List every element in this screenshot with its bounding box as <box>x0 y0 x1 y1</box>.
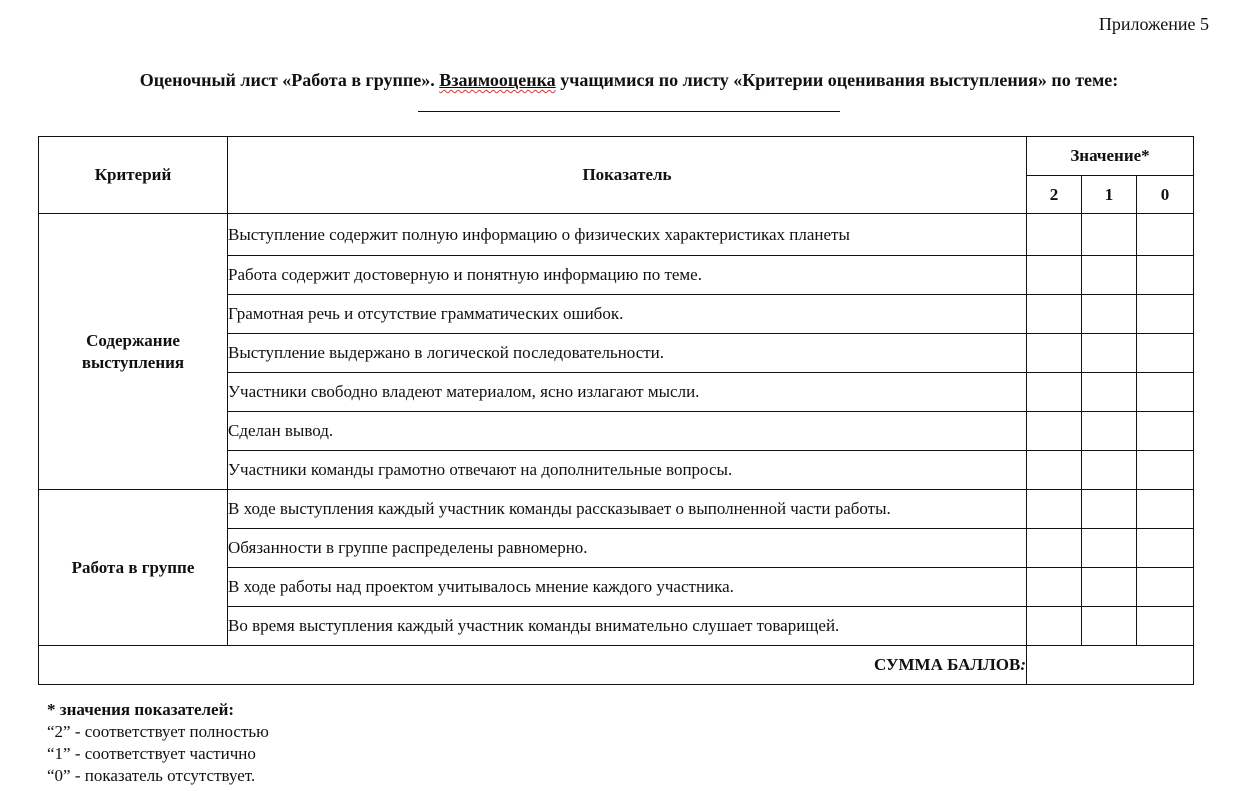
score-cell-1[interactable] <box>1082 607 1137 646</box>
footnote-line: “2” - соответствует полностью <box>47 722 269 741</box>
table-row <box>39 214 1194 256</box>
sum-value-cell[interactable] <box>1027 646 1194 685</box>
header-row-1 <box>39 137 1194 176</box>
header-score-1: 1 <box>1082 176 1137 214</box>
footnote <box>47 699 269 787</box>
score-cell-1[interactable] <box>1082 295 1137 334</box>
indicator-cell: В ходе работы над проектом учитывалось мнение каждого участника. <box>228 568 1027 607</box>
score-cell-2[interactable] <box>1027 373 1082 412</box>
header-score-2: 2 <box>1027 176 1082 214</box>
score-cell-2[interactable] <box>1027 295 1082 334</box>
score-cell-1[interactable] <box>1082 568 1137 607</box>
score-cell-0[interactable] <box>1137 529 1194 568</box>
score-cell-0[interactable] <box>1137 334 1194 373</box>
header-indicator: Показатель <box>228 137 1027 214</box>
indicator-cell: Во время выступления каждый участник команды внимательно слушает товарищей. <box>228 607 1027 646</box>
score-cell-0[interactable] <box>1137 295 1194 334</box>
score-cell-2[interactable] <box>1027 451 1082 490</box>
score-cell-2[interactable] <box>1027 256 1082 295</box>
score-cell-1[interactable] <box>1082 451 1137 490</box>
score-cell-1[interactable] <box>1082 334 1137 373</box>
spellcheck-word: Взаимооценка <box>439 70 556 90</box>
criterion-content <box>39 214 228 490</box>
score-cell-1[interactable] <box>1082 490 1137 529</box>
indicator-cell: Выступление выдержано в логической последовательности. <box>228 334 1027 373</box>
score-cell-0[interactable] <box>1137 214 1194 256</box>
criterion-label: Работа в группе <box>71 557 195 577</box>
sum-label: СУММА БАЛЛОВ <box>873 655 1021 674</box>
score-cell-2[interactable] <box>1027 334 1082 373</box>
score-cell-0[interactable] <box>1137 256 1194 295</box>
score-cell-0[interactable] <box>1137 451 1194 490</box>
indicator-cell: Обязанности в группе распределены равномерно. <box>228 529 1027 568</box>
header-criterion: Критерий <box>39 137 228 214</box>
sum-colon: : <box>1020 655 1026 674</box>
score-cell-0[interactable] <box>1137 568 1194 607</box>
sum-row <box>39 646 1194 685</box>
document-title <box>0 70 1234 91</box>
score-cell-0[interactable] <box>1137 412 1194 451</box>
indicator-cell: Работа содержит достоверную и понятную информацию по теме. <box>228 256 1027 295</box>
indicator-cell: Грамотная речь и отсутствие грамматических ошибок. <box>228 295 1027 334</box>
score-cell-1[interactable] <box>1082 373 1137 412</box>
score-cell-0[interactable] <box>1137 607 1194 646</box>
table-row <box>39 490 1194 529</box>
score-cell-1[interactable] <box>1082 256 1137 295</box>
title-part-2 <box>439 70 555 90</box>
footnote-title: * значения показателей: <box>47 700 235 719</box>
score-cell-2[interactable] <box>1027 607 1082 646</box>
indicator-cell: В ходе выступления каждый участник команды рассказывает о выполненной части работы. <box>228 490 1027 529</box>
score-cell-0[interactable] <box>1137 373 1194 412</box>
title-part-1: Оценочный лист «Работа в группе». <box>139 70 440 90</box>
indicator-cell: Участники свободно владеют материалом, ясно излагают мысли. <box>228 373 1027 412</box>
criterion-label: выступления <box>81 352 185 372</box>
score-cell-1[interactable] <box>1082 214 1137 256</box>
score-cell-1[interactable] <box>1082 529 1137 568</box>
footnote-line: “1” - соответствует частично <box>47 744 256 763</box>
score-cell-2[interactable] <box>1027 214 1082 256</box>
evaluation-table <box>38 136 1194 685</box>
appendix-label: Приложение 5 <box>1098 14 1209 34</box>
criterion-group-work <box>39 490 228 646</box>
title-part-3: учащимися по листу «Критерии оценивания выступления» по теме: <box>555 70 1119 90</box>
score-cell-0[interactable] <box>1137 490 1194 529</box>
criterion-label: Содержание <box>86 330 180 350</box>
score-cell-1[interactable] <box>1082 412 1137 451</box>
score-cell-2[interactable] <box>1027 490 1082 529</box>
sum-label-cell <box>39 646 1027 685</box>
topic-blank-line <box>418 111 840 112</box>
indicator-cell: Выступление содержит полную информацию о физических характеристиках планеты <box>228 214 1027 256</box>
indicator-cell: Сделан вывод. <box>228 412 1027 451</box>
score-cell-2[interactable] <box>1027 529 1082 568</box>
footnote-line: “0” - показатель отсутствует. <box>47 766 256 785</box>
score-cell-2[interactable] <box>1027 568 1082 607</box>
header-score-0: 0 <box>1137 176 1194 214</box>
indicator-cell: Участники команды грамотно отвечают на дополнительные вопросы. <box>228 451 1027 490</box>
score-cell-2[interactable] <box>1027 412 1082 451</box>
header-value: Значение* <box>1027 137 1194 176</box>
